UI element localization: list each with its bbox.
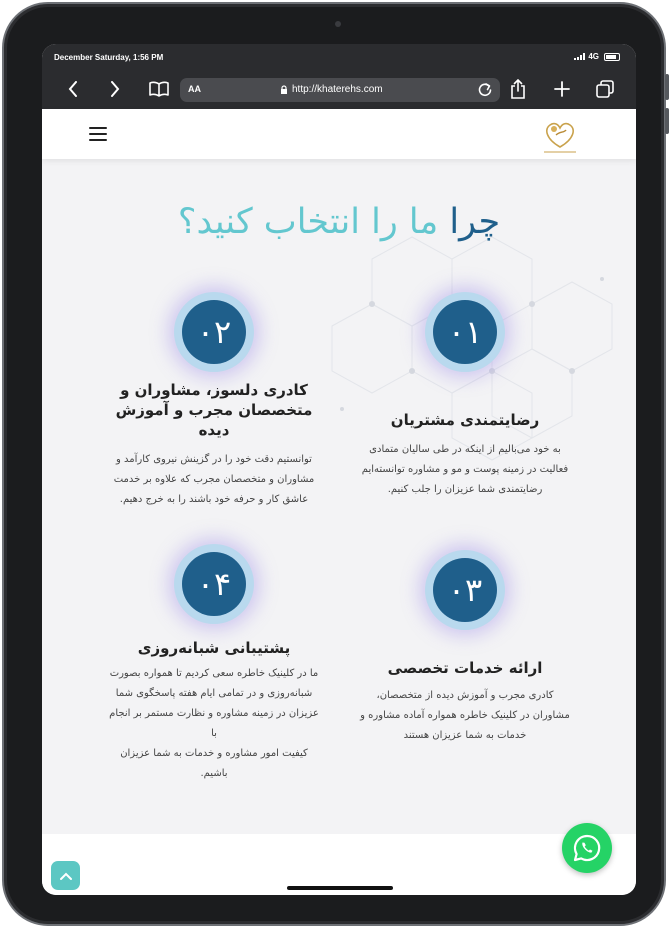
back-icon[interactable]: [62, 78, 84, 100]
menu-icon[interactable]: [89, 127, 107, 141]
number-badge: [174, 292, 254, 372]
clinic-logo[interactable]: [536, 113, 584, 157]
share-icon[interactable]: [507, 78, 529, 100]
tabs-icon[interactable]: [594, 78, 616, 100]
volume-up-button: [665, 74, 669, 100]
feature-03: [358, 550, 572, 746]
whatsapp-button[interactable]: [562, 823, 612, 873]
feature-01: [358, 292, 572, 500]
feature-description: توانستیم دقت خود را در گزینش نیروی کارآمد و مشاوران و متخصصان مجرب که علاوه بر خدمت عاشق کار و حرفه خود باشند را به خرج دهیم.: [113, 454, 315, 505]
site-header: [42, 109, 636, 159]
feature-title: کادری دلسوز، مشاوران و متخصصان مجرب و آموزش دیده: [115, 381, 313, 439]
feature-description: ما در کلینیک خاطره سعی کردیم تا همواره بصورت شبانه‌روزی و در تمامی ایام هفته پاسخگوی شما عزیزان در زمینه مشاوره و نظارت مستمر بر انجام با کیفیت امور مشاوره و خدمات به شما عزیزان باشیم.: [109, 668, 319, 779]
signal-icon: [574, 53, 585, 60]
whatsapp-icon: [572, 833, 602, 863]
feature-02: [107, 292, 321, 510]
front-camera: [335, 21, 341, 27]
lock-icon: [280, 85, 288, 95]
number-badge: [174, 544, 254, 624]
chevron-up-icon: [60, 872, 72, 880]
browser-chrome: [42, 44, 636, 109]
url-display[interactable]: [280, 84, 383, 95]
badge-number: ۰۳: [433, 558, 497, 622]
address-bar[interactable]: [180, 78, 500, 102]
url-text: http://khaterehs.com: [292, 84, 383, 95]
bookmarks-icon[interactable]: [148, 78, 170, 100]
scroll-to-top-button[interactable]: [51, 861, 80, 890]
badge-number: ۰۲: [182, 300, 246, 364]
status-indicators: [574, 52, 620, 61]
network-label: 4G: [588, 52, 599, 61]
badge-number: ۰۴: [182, 552, 246, 616]
new-tab-icon[interactable]: [551, 78, 573, 100]
title-part-1: چرا: [449, 202, 501, 242]
feature-title: ارائه خدمات تخصصی: [387, 659, 543, 677]
feature-description: به خود می‌بالیم از اینکه در طی سالیان متمادی فعالیت در زمینه پوست و مو و مشاوره توانسته‌ایم رضایتمندی شما عزیزان را جلب کنیم.: [361, 444, 569, 495]
number-badge: [425, 292, 505, 372]
tablet-frame: [2, 2, 666, 926]
feature-description: کادری مجرب و آموزش دیده از متخصصان، مشاوران در کلینیک خاطره همواره آماده مشاوره و خدمات به شما عزیزان هستند: [360, 690, 570, 741]
forward-icon[interactable]: [104, 78, 126, 100]
badge-number: ۰۱: [433, 300, 497, 364]
status-time: December Saturday, 1:56 PM: [54, 53, 164, 62]
feature-04: [107, 544, 321, 784]
home-indicator: [287, 886, 393, 890]
battery-icon: [604, 53, 620, 61]
feature-title: رضایتمندی مشتریان: [390, 411, 540, 429]
text-size-button[interactable]: AA: [188, 84, 201, 94]
feature-title: پشتیبانی شبانه‌روزی: [137, 639, 291, 657]
number-badge: [425, 550, 505, 630]
volume-down-button: [665, 108, 669, 134]
section-title: [42, 202, 636, 242]
screen: [42, 44, 636, 895]
title-part-2: ما را انتخاب کنید؟: [177, 202, 439, 242]
reload-icon[interactable]: [476, 81, 494, 99]
